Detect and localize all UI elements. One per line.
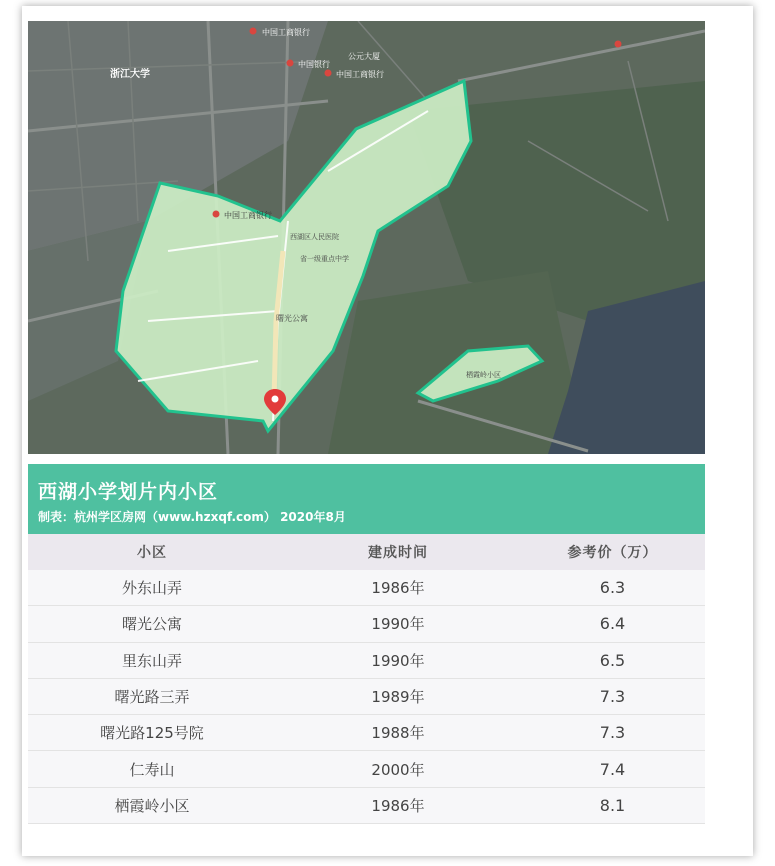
cell-name: 曙光公寓 [121, 615, 182, 634]
map-label-icbc2: 中国工商银行 [336, 70, 384, 79]
table-header [28, 534, 705, 570]
table-row [28, 715, 705, 751]
table-row [28, 751, 705, 787]
cell-price: 8.1 [599, 795, 626, 815]
cell-name: 仁寿山 [129, 760, 175, 779]
community-table [28, 534, 705, 824]
map-label-boc: 中国银行 [298, 60, 330, 69]
cell-year: 1989年 [371, 688, 425, 707]
table-row [28, 788, 705, 824]
header-price: 参考价（万） [567, 545, 658, 561]
cell-price: 6.4 [599, 614, 626, 634]
district-map[interactable] [28, 21, 705, 454]
table-row [28, 679, 705, 715]
cell-year: 1988年 [371, 724, 425, 743]
table-row [28, 570, 705, 606]
header-name: 小区 [137, 545, 167, 561]
cell-price: 7.4 [599, 759, 626, 779]
cell-name: 外东山弄 [121, 579, 182, 598]
cell-year: 1986年 [371, 796, 425, 815]
cell-year: 1990年 [371, 615, 425, 634]
cell-price: 6.5 [599, 650, 626, 670]
cell-price: 7.3 [599, 687, 626, 707]
map-label-school: 省一级重点中学 [300, 255, 349, 263]
cell-name: 里东山弄 [121, 651, 182, 670]
cell-year: 1986年 [371, 579, 425, 598]
map-label-hospital: 西湖区人民医院 [290, 233, 339, 241]
banner-subtitle: 制表：杭州学区房网（www.hzxqf.com） 2020年8月 [38, 510, 346, 524]
cell-name: 曙光路125号院 [100, 724, 204, 743]
banner-title: 西湖小学划片内小区 [38, 481, 219, 503]
map-canvas [28, 21, 705, 454]
title-banner [28, 464, 705, 534]
cell-price: 7.3 [599, 723, 626, 743]
cell-year: 2000年 [371, 760, 425, 779]
map-label-shuguang: 曙光公寓 [276, 314, 308, 323]
map-label-icbc-district: 中国工商银行 [224, 211, 272, 220]
map-label-zju: 浙江大学 [110, 69, 150, 80]
map-label-xiafeng: 栖霞岭小区 [466, 371, 501, 379]
cell-name: 曙光路三弄 [114, 688, 190, 707]
cell-price: 6.3 [599, 578, 626, 598]
cell-name: 栖霞岭小区 [114, 796, 190, 815]
table-row [28, 643, 705, 679]
table-row [28, 606, 705, 642]
header-year: 建成时间 [368, 545, 428, 561]
map-label-icbc1: 中国工商银行 [262, 28, 310, 37]
cell-year: 1990年 [371, 651, 425, 670]
map-label-gongsi: 公元大厦 [348, 52, 380, 61]
